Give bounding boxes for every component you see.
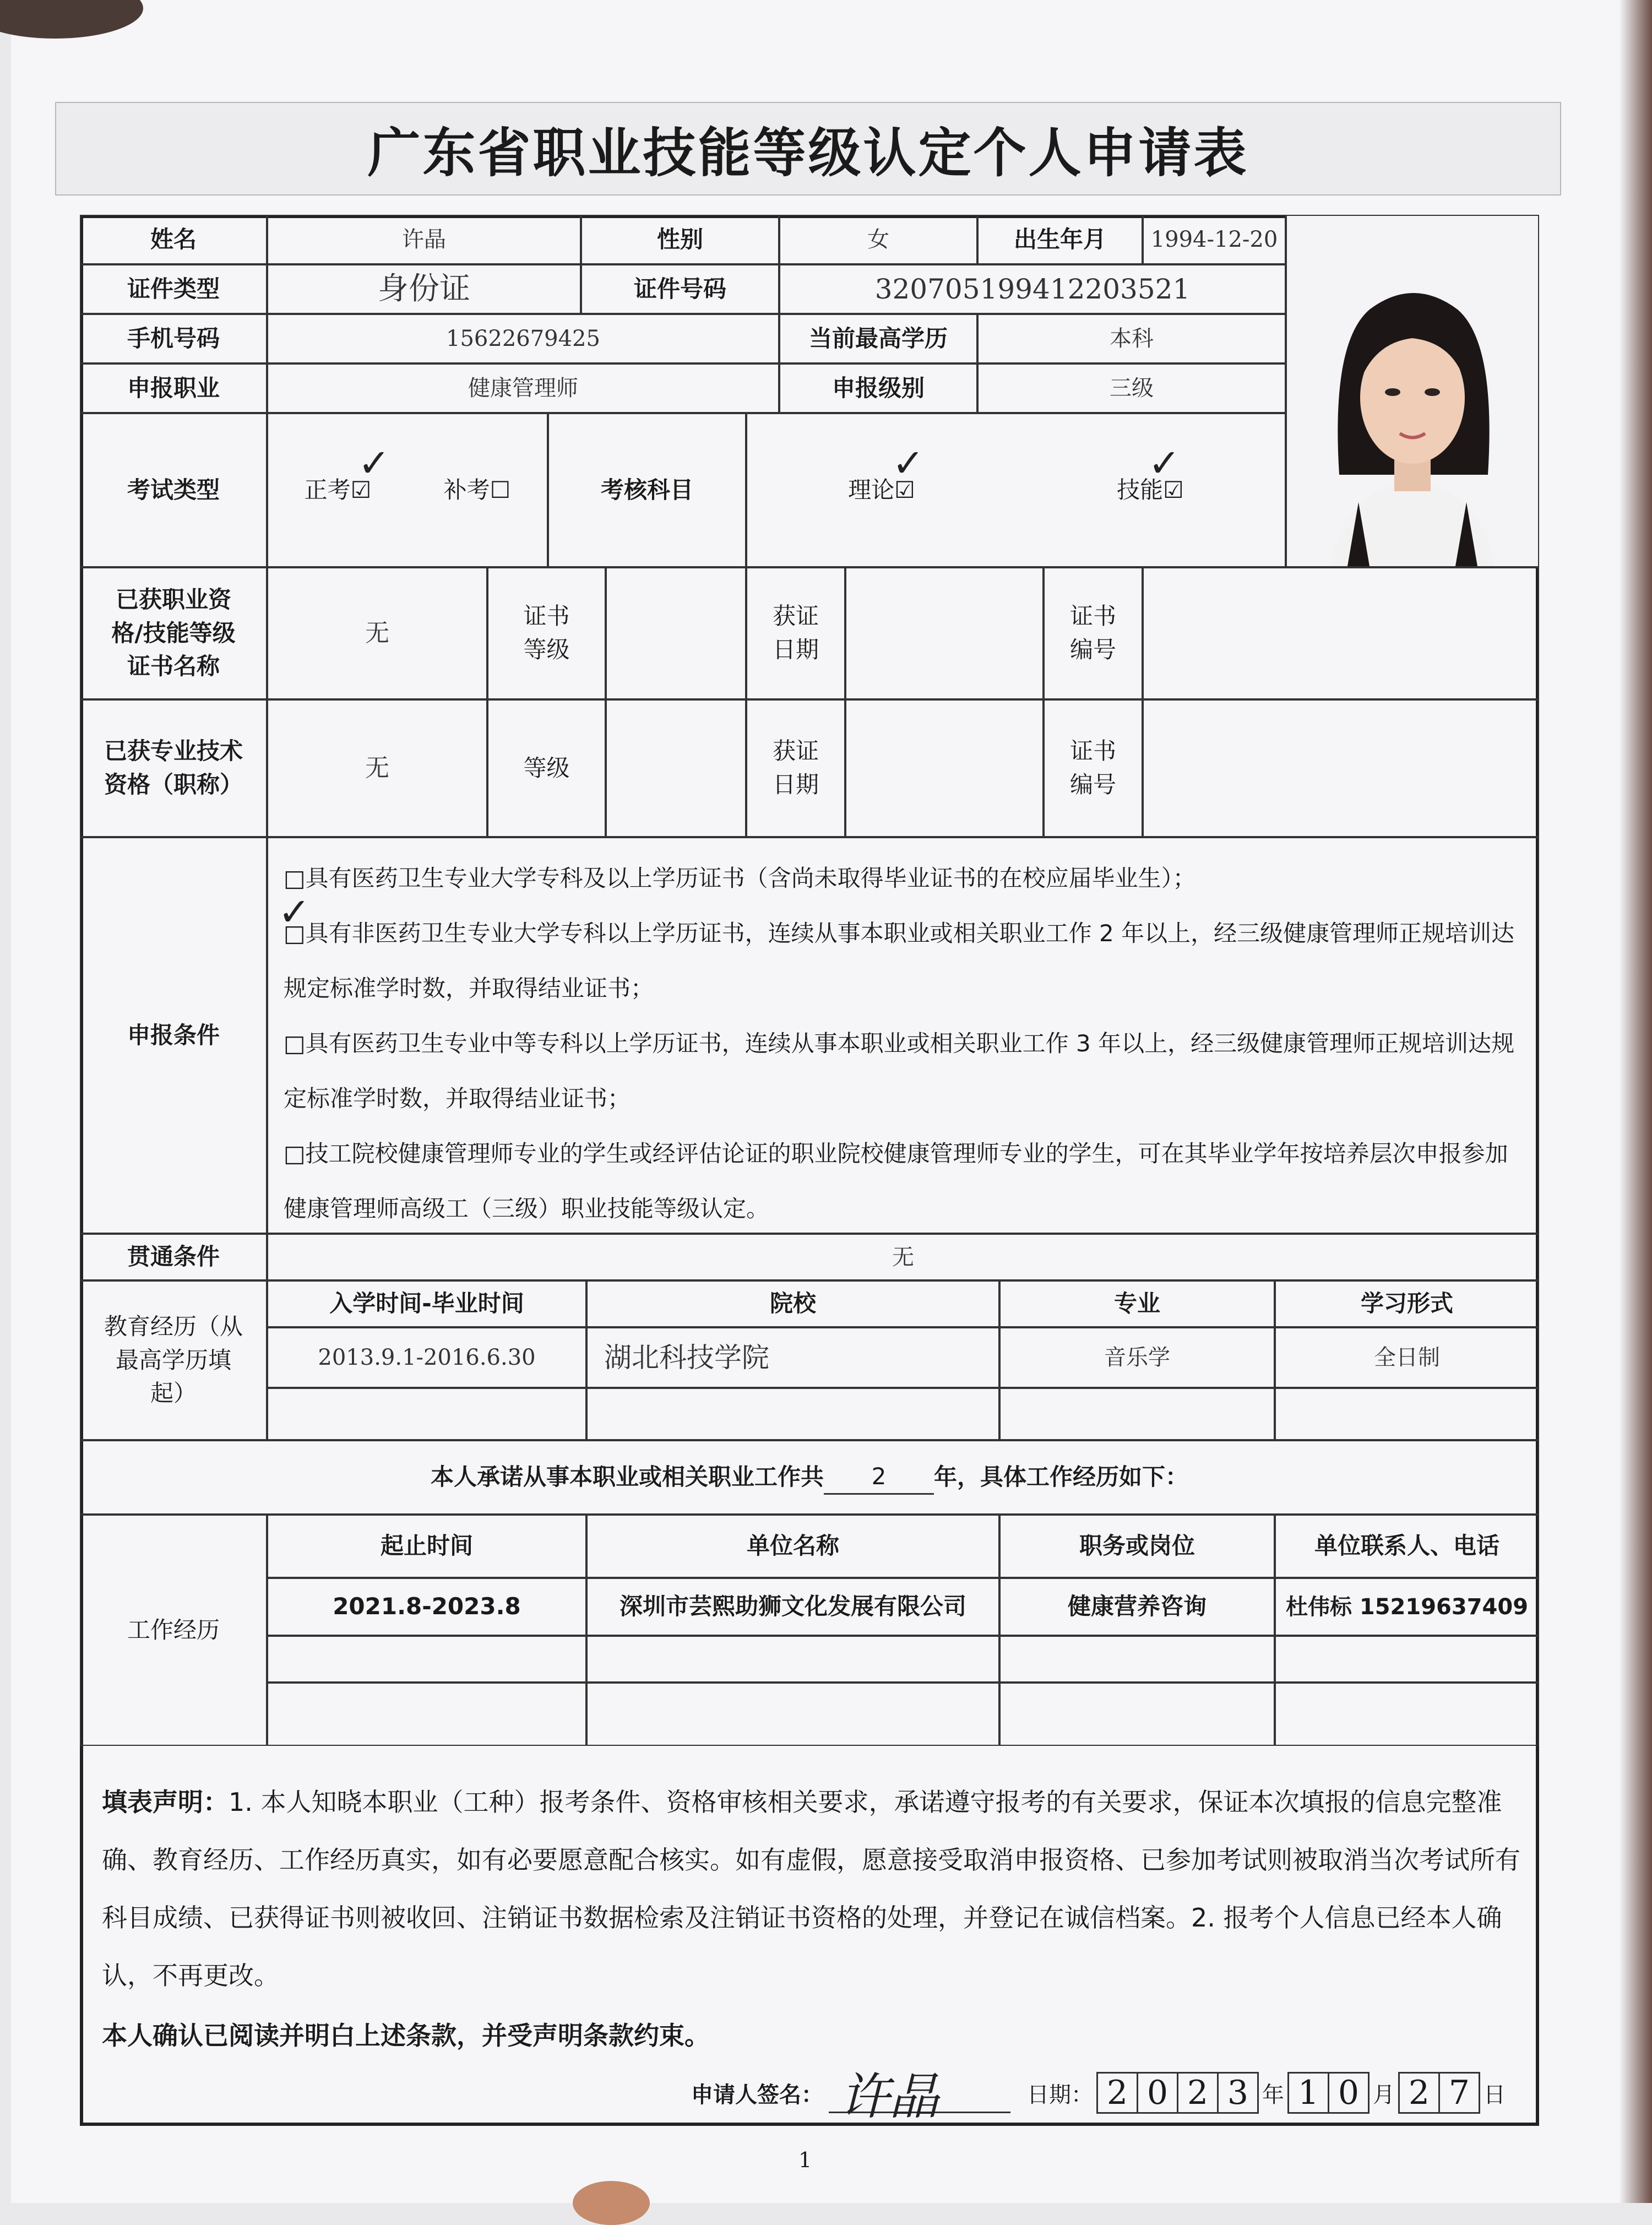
label-education: 当前最高学历	[779, 314, 977, 363]
value-qual-cert: 无	[267, 567, 487, 699]
edu-header-mode: 学习形式	[1275, 1280, 1539, 1327]
value-through: 无	[267, 1234, 1539, 1280]
label-through: 贯通条件	[80, 1234, 267, 1280]
year-digit: 0	[1138, 2074, 1178, 2112]
subject-options	[746, 413, 1286, 567]
condition-item[interactable]: □具有医药卫生专业中等专科以上学历证书，连续从事本职业或相关职业工作 3 年以上，经三级健康管理师正规培训达规定标准学时数，并取得结业证书；	[284, 1030, 1515, 1112]
signature-field[interactable]	[829, 2067, 1010, 2126]
edu-cell-period: 2013.9.1-2016.6.30	[267, 1327, 586, 1388]
exam-type-options	[267, 413, 548, 567]
edu-empty-cell	[1275, 1388, 1539, 1440]
work-cell-contact: 杜伟标 15219637409	[1275, 1578, 1539, 1636]
month-digit: 0	[1338, 2074, 1360, 2112]
edu-cell-mode: 全日制	[1275, 1327, 1539, 1388]
value-education: 本科	[977, 314, 1286, 363]
label-subjects: 考核科目	[548, 413, 746, 567]
label-name: 姓名	[80, 215, 267, 264]
option-regular-exam[interactable]: 正考☑	[304, 476, 372, 503]
year-digit: 2	[1178, 2074, 1219, 2112]
work-empty-cell	[586, 1683, 999, 1746]
condition-item[interactable]: □具有非医药卫生专业大学专科以上学历证书，连续从事本职业或相关职业工作 2 年以上，经三级健康管理师正规培训达规定标准学时数，并取得结业证书；	[284, 920, 1515, 1002]
work-commitment	[80, 1440, 1539, 1515]
value-obtain-date	[845, 567, 1044, 699]
work-cell-period: 2021.8-2023.8	[267, 1578, 586, 1636]
value-cert-no-2	[1143, 699, 1539, 837]
signature-label: 申请人签名：	[691, 2082, 823, 2108]
declaration-lead: 填表声明：	[102, 1787, 229, 1817]
page-number: 1	[798, 2148, 812, 2172]
label-cert-no-2: 证书编号	[1044, 699, 1143, 837]
checkmark-regular-icon: ✓	[358, 441, 390, 486]
label-phone: 手机号码	[80, 314, 267, 363]
value-cert-no	[1143, 567, 1539, 699]
label-cert-level: 证书等级	[487, 567, 606, 699]
work-header-position: 职务或岗位	[999, 1515, 1275, 1578]
value-tech-title: 无	[267, 699, 487, 837]
day-unit: 日	[1483, 2082, 1506, 2108]
month-unit: 月	[1373, 2082, 1395, 2108]
edu-cell-school: 湖北科技学院	[586, 1327, 999, 1388]
conditions-list	[267, 837, 1534, 1234]
label-id-no: 证件号码	[581, 264, 779, 314]
finger-bottom	[573, 2181, 650, 2225]
edu-cell-major: 音乐学	[999, 1327, 1275, 1388]
value-id-no: 320705199412203521	[779, 264, 1286, 314]
edu-header-school: 院校	[586, 1280, 999, 1327]
commit-suffix: 年，具体工作经历如下：	[934, 1463, 1189, 1491]
work-empty-cell	[267, 1636, 586, 1683]
checkmark-condition-icon: ✓	[278, 889, 311, 935]
checkmark-theory-icon: ✓	[892, 441, 925, 486]
month-digit: 1	[1289, 2074, 1329, 2112]
work-empty-cell	[1275, 1636, 1539, 1683]
value-name: 许晶	[267, 215, 581, 264]
value-birth: 1994-12-20	[1143, 215, 1286, 264]
value-id-type: 身份证	[267, 264, 581, 314]
value-cert-level	[606, 567, 746, 699]
edu-empty-cell	[586, 1388, 999, 1440]
option-makeup-exam[interactable]: 补考☐	[443, 476, 511, 503]
label-conditions: 申报条件	[80, 837, 267, 1234]
title-band	[55, 102, 1561, 196]
portrait-image	[1287, 216, 1538, 566]
condition-item[interactable]: □技工院校健康管理师专业的学生或经评估论证的职业院校健康管理师专业的学生，可在其毕业学年按培养层次申报参加健康管理师高级工（三级）职业技能等级认定。	[284, 1140, 1508, 1222]
label-obtain-date: 获证日期	[746, 567, 845, 699]
label-grade: 等级	[487, 699, 606, 837]
work-header-contact: 单位联系人、电话	[1275, 1515, 1539, 1578]
work-empty-cell	[267, 1683, 586, 1746]
value-phone: 15622679425	[267, 314, 779, 363]
condition-item[interactable]: □具有医药卫生专业大学专科及以上学历证书（含尚未取得毕业证书的在校应届毕业生）；	[284, 865, 1196, 892]
work-header-company: 单位名称	[586, 1515, 999, 1578]
value-grade	[606, 699, 746, 837]
work-cell-position: 健康营养咨询	[999, 1578, 1275, 1636]
label-qual-cert: 已获职业资格/技能等级证书名称	[80, 567, 267, 699]
value-gender: 女	[779, 215, 977, 264]
checkmark-skill-icon: ✓	[1148, 441, 1181, 486]
work-empty-cell	[999, 1636, 1275, 1683]
label-work-history: 工作经历	[80, 1515, 267, 1746]
label-level: 申报级别	[779, 363, 977, 413]
application-form	[80, 215, 1539, 2126]
label-id-type: 证件类型	[80, 264, 267, 314]
commit-years: 2	[824, 1460, 934, 1495]
work-empty-cell	[1275, 1683, 1539, 1746]
label-gender: 性别	[581, 215, 779, 264]
work-empty-cell	[586, 1636, 999, 1683]
declaration	[102, 1773, 1523, 2005]
value-level: 三级	[977, 363, 1286, 413]
year-unit: 年	[1262, 2082, 1284, 2108]
signature-row	[691, 2065, 1517, 2126]
day-boxes[interactable]	[1398, 2072, 1480, 2114]
edu-header-period: 入学时间-毕业时间	[267, 1280, 586, 1327]
label-edu-history: 教育经历（从最高学历填起）	[80, 1280, 267, 1440]
day-digit: 7	[1448, 2074, 1470, 2112]
declaration-body: 1. 本人知晓本职业（工种）报考条件、资格审核相关要求，承诺遵守报考的有关要求，保证本次填报的信息完整准确、教育经历、工作经历真实，如有必要愿意配合核实。如有虚假，愿意接受取消申报资格、已参加考试则被取消当次考试所有科目成绩、已获得证书则被收回、注销证书数据检索及注销证书资格的处理，并登记在诚信档案。2. 报考个人信息已经本人确认，不再更改。	[102, 1787, 1520, 1990]
signature-name: 许晶	[840, 2067, 939, 2126]
background-edge	[1619, 0, 1652, 2203]
edu-empty-cell	[267, 1388, 586, 1440]
form-title: 广东省职业技能等级认定个人申请表	[367, 122, 1249, 184]
work-empty-cell	[999, 1683, 1275, 1746]
label-birth: 出生年月	[977, 215, 1143, 264]
year-digit: 3	[1227, 2074, 1249, 2112]
work-cell-company: 深圳市芸熙助狮文化发展有限公司	[586, 1578, 999, 1636]
value-obtain-date-2	[845, 699, 1044, 837]
option-theory[interactable]: 理论☑	[848, 476, 915, 503]
confirmation-text: 本人确认已阅读并明白上述条款，并受声明条款约束。	[102, 2021, 710, 2050]
day-digit: 2	[1400, 2074, 1440, 2112]
label-tech-title: 已获专业技术资格（职称）	[80, 699, 267, 837]
commit-prefix: 本人承诺从事本职业或相关职业工作共	[430, 1463, 824, 1491]
year-digit: 2	[1098, 2074, 1138, 2112]
applicant-photo	[1286, 215, 1539, 567]
month-boxes[interactable]	[1287, 2072, 1370, 2114]
year-boxes[interactable]	[1096, 2072, 1259, 2114]
label-occupation: 申报职业	[80, 363, 267, 413]
label-exam-type: 考试类型	[80, 413, 267, 567]
option-skill[interactable]: 技能☑	[1117, 476, 1184, 503]
edu-header-major: 专业	[999, 1280, 1275, 1327]
value-occupation: 健康管理师	[267, 363, 779, 413]
date-label: 日期：	[1027, 2082, 1093, 2108]
edu-empty-cell	[999, 1388, 1275, 1440]
label-obtain-date-2: 获证日期	[746, 699, 845, 837]
work-header-period: 起止时间	[267, 1515, 586, 1578]
label-cert-no: 证书编号	[1044, 567, 1143, 699]
